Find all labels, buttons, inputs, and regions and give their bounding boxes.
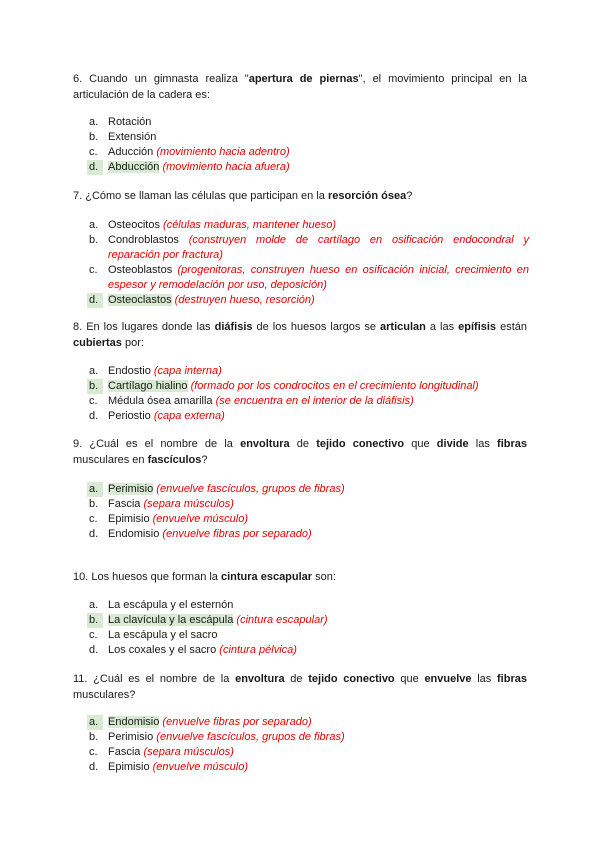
correct-answer-highlight: Perimisio	[108, 483, 154, 495]
option-letter: b.	[89, 131, 99, 143]
options-7	[89, 218, 529, 308]
option-letter: b.	[89, 731, 99, 743]
option-note: (movimiento hacia adentro)	[156, 146, 290, 158]
option-text: La escápula y el esternón	[108, 599, 234, 611]
option-note: (movimiento hacia afuera)	[162, 161, 290, 173]
question-text: las	[471, 673, 498, 685]
option-10c	[89, 628, 529, 643]
option-8c	[89, 394, 529, 409]
option-letter: b.	[87, 379, 103, 394]
option-letter: d.	[87, 160, 103, 175]
question-text: 9. ¿Cuál es el nombre de la	[73, 438, 241, 450]
option-11d	[89, 760, 529, 775]
option-text: Osteocitos	[108, 219, 160, 231]
option-text: Médula ósea amarilla	[108, 395, 213, 407]
question-7	[73, 189, 527, 205]
option-11a	[89, 715, 529, 730]
option-text: Fascia	[108, 498, 141, 510]
option-note: (cintura escapular)	[236, 614, 328, 626]
option-letter: c.	[89, 746, 98, 758]
option-text: Epimisio	[108, 513, 150, 525]
option-letter: d.	[87, 293, 103, 308]
question-text: las	[468, 438, 498, 450]
option-text: Osteoblastos	[108, 264, 173, 276]
question-text: están	[496, 321, 527, 333]
option-letter: b.	[89, 498, 99, 510]
question-text: 11. ¿Cuál es el nombre de la	[73, 673, 236, 685]
option-letter: a.	[89, 599, 99, 611]
question-text: que	[404, 438, 437, 450]
correct-answer-highlight: La clavícula y la escápula	[108, 614, 234, 626]
option-text: Endostio	[108, 365, 151, 377]
option-letter: c.	[89, 395, 98, 407]
question-keyword: articulan	[380, 321, 426, 333]
question-text: de los huesos largos se	[252, 321, 381, 333]
option-note: (construyen molde de cartílago en osificación endocondral y reparación por fractura)	[108, 234, 529, 261]
options-9	[89, 482, 529, 542]
option-letter: c.	[89, 264, 98, 276]
option-text: Condroblastos	[108, 234, 179, 246]
question-11	[73, 672, 527, 703]
option-6b	[89, 130, 529, 145]
question-text: musculares en	[73, 453, 148, 466]
options-8	[89, 364, 529, 424]
option-note: (envuelve fibras por separado)	[162, 716, 312, 728]
option-6d	[89, 160, 529, 175]
option-7a	[89, 218, 529, 233]
question-text: musculares?	[73, 688, 136, 701]
option-note: (progenitoras, construyen hueso en osificación inicial, crecimiento en espesor y remodelación por uso, deposición)	[108, 264, 529, 291]
option-letter: b.	[87, 613, 103, 628]
option-7b	[89, 233, 529, 263]
option-11b	[89, 730, 529, 745]
option-9d	[89, 527, 529, 542]
option-11c	[89, 745, 529, 760]
question-text: que	[394, 673, 425, 685]
option-letter: c.	[89, 146, 98, 158]
option-letter: a.	[89, 116, 99, 128]
correct-answer-highlight: Endomisio	[108, 716, 160, 728]
option-letter: d.	[89, 528, 99, 540]
option-10d	[89, 643, 529, 658]
option-10a	[89, 598, 529, 613]
option-6a	[89, 115, 529, 130]
option-letter: a.	[87, 715, 103, 730]
question-text: de	[284, 673, 309, 685]
option-note: (destruyen hueso, resorción)	[174, 294, 315, 306]
option-9a	[89, 482, 529, 497]
correct-answer-highlight: Abducción	[108, 161, 160, 173]
question-text: de	[289, 438, 317, 450]
option-letter: c.	[89, 629, 98, 641]
question-text: ?	[201, 453, 208, 466]
option-note: (formado por los condrocitos en el crecimiento longitudinal)	[190, 380, 479, 392]
question-text: ?	[406, 190, 413, 202]
options-10	[89, 598, 529, 658]
question-text: 8. En los lugares donde las	[73, 321, 215, 333]
option-text: Fascia	[108, 746, 141, 758]
question-6	[73, 72, 527, 103]
option-letter: a.	[89, 219, 99, 231]
question-keyword: tejido conectivo	[316, 438, 405, 450]
option-6c	[89, 145, 529, 160]
question-10	[73, 570, 527, 586]
question-text: 10. Los huesos que forman la	[73, 571, 221, 583]
option-text: Perimisio	[108, 731, 154, 743]
question-keyword: diáfisis	[214, 321, 253, 333]
option-note: (envuelve fascículos, grupos de fibras)	[156, 731, 345, 743]
option-9c	[89, 512, 529, 527]
question-8	[73, 320, 527, 351]
option-text: Rotación	[108, 116, 152, 128]
question-text: por:	[121, 336, 144, 349]
option-note: (células maduras, mantener hueso)	[163, 219, 337, 231]
option-note: (cintura pélvica)	[219, 644, 297, 656]
option-text: Periostio	[108, 410, 151, 422]
question-keyword: envoltura	[235, 673, 285, 685]
option-9b	[89, 497, 529, 512]
option-text: Epimisio	[108, 761, 150, 773]
question-keyword: cintura escapular	[220, 571, 313, 583]
option-letter: c.	[89, 513, 98, 525]
question-text: a las	[425, 321, 459, 333]
option-note: (se encuentra en el interior de la diáfisis)	[215, 395, 414, 407]
option-letter: b.	[89, 234, 99, 246]
option-8a	[89, 364, 529, 379]
option-note: (separa músculos)	[143, 746, 234, 758]
option-letter: a.	[87, 482, 103, 497]
option-text: Endomisio	[108, 528, 160, 540]
option-letter: d.	[89, 644, 99, 656]
correct-answer-highlight: Cartílago hialino	[108, 380, 188, 392]
option-note: (capa interna)	[153, 365, 222, 377]
option-text: Aducción	[108, 146, 154, 158]
option-note: (envuelve músculo)	[152, 761, 249, 773]
question-keyword: resorción ósea	[327, 190, 407, 202]
option-note: (capa externa)	[153, 410, 225, 422]
option-note: (envuelve músculo)	[152, 513, 249, 525]
question-keyword: envuelve	[424, 673, 472, 685]
option-7d	[89, 293, 529, 308]
question-keyword: tejido conectivo	[308, 673, 395, 685]
question-keyword: epífisis	[458, 321, 497, 333]
correct-answer-highlight: Osteoclastos	[108, 294, 172, 306]
option-letter: d.	[89, 761, 99, 773]
options-6	[89, 115, 529, 175]
question-keyword: fascículos	[147, 453, 202, 466]
option-7c	[89, 263, 529, 293]
question-9	[73, 437, 527, 468]
question-text: 6. Cuando un gimnasta realiza "	[73, 73, 249, 85]
option-letter: a.	[89, 365, 99, 377]
option-letter: d.	[89, 410, 99, 422]
option-text: La escápula y el sacro	[108, 629, 218, 641]
option-10b	[89, 613, 529, 628]
question-keyword: divide	[436, 438, 469, 450]
question-keyword: fibras	[497, 673, 527, 685]
option-note: (separa músculos)	[143, 498, 234, 510]
question-text: son:	[312, 571, 336, 583]
question-text: ", el movimiento principal en la articulación de la cadera es:	[73, 73, 527, 101]
option-8b	[89, 379, 529, 394]
question-keyword: cubiertas	[73, 336, 122, 349]
option-text: Extensión	[108, 131, 157, 143]
question-text: 7. ¿Cómo se llaman las células que participan en la	[73, 190, 328, 202]
option-note: (envuelve fascículos, grupos de fibras)	[156, 483, 345, 495]
question-keyword: fibras	[497, 438, 527, 450]
option-text: Los coxales y el sacro	[108, 644, 217, 656]
options-11	[89, 715, 529, 775]
option-8d	[89, 409, 529, 424]
question-keyword: apertura de piernas	[248, 73, 359, 85]
question-keyword: envoltura	[240, 438, 290, 450]
option-note: (envuelve fibras por separado)	[162, 528, 312, 540]
